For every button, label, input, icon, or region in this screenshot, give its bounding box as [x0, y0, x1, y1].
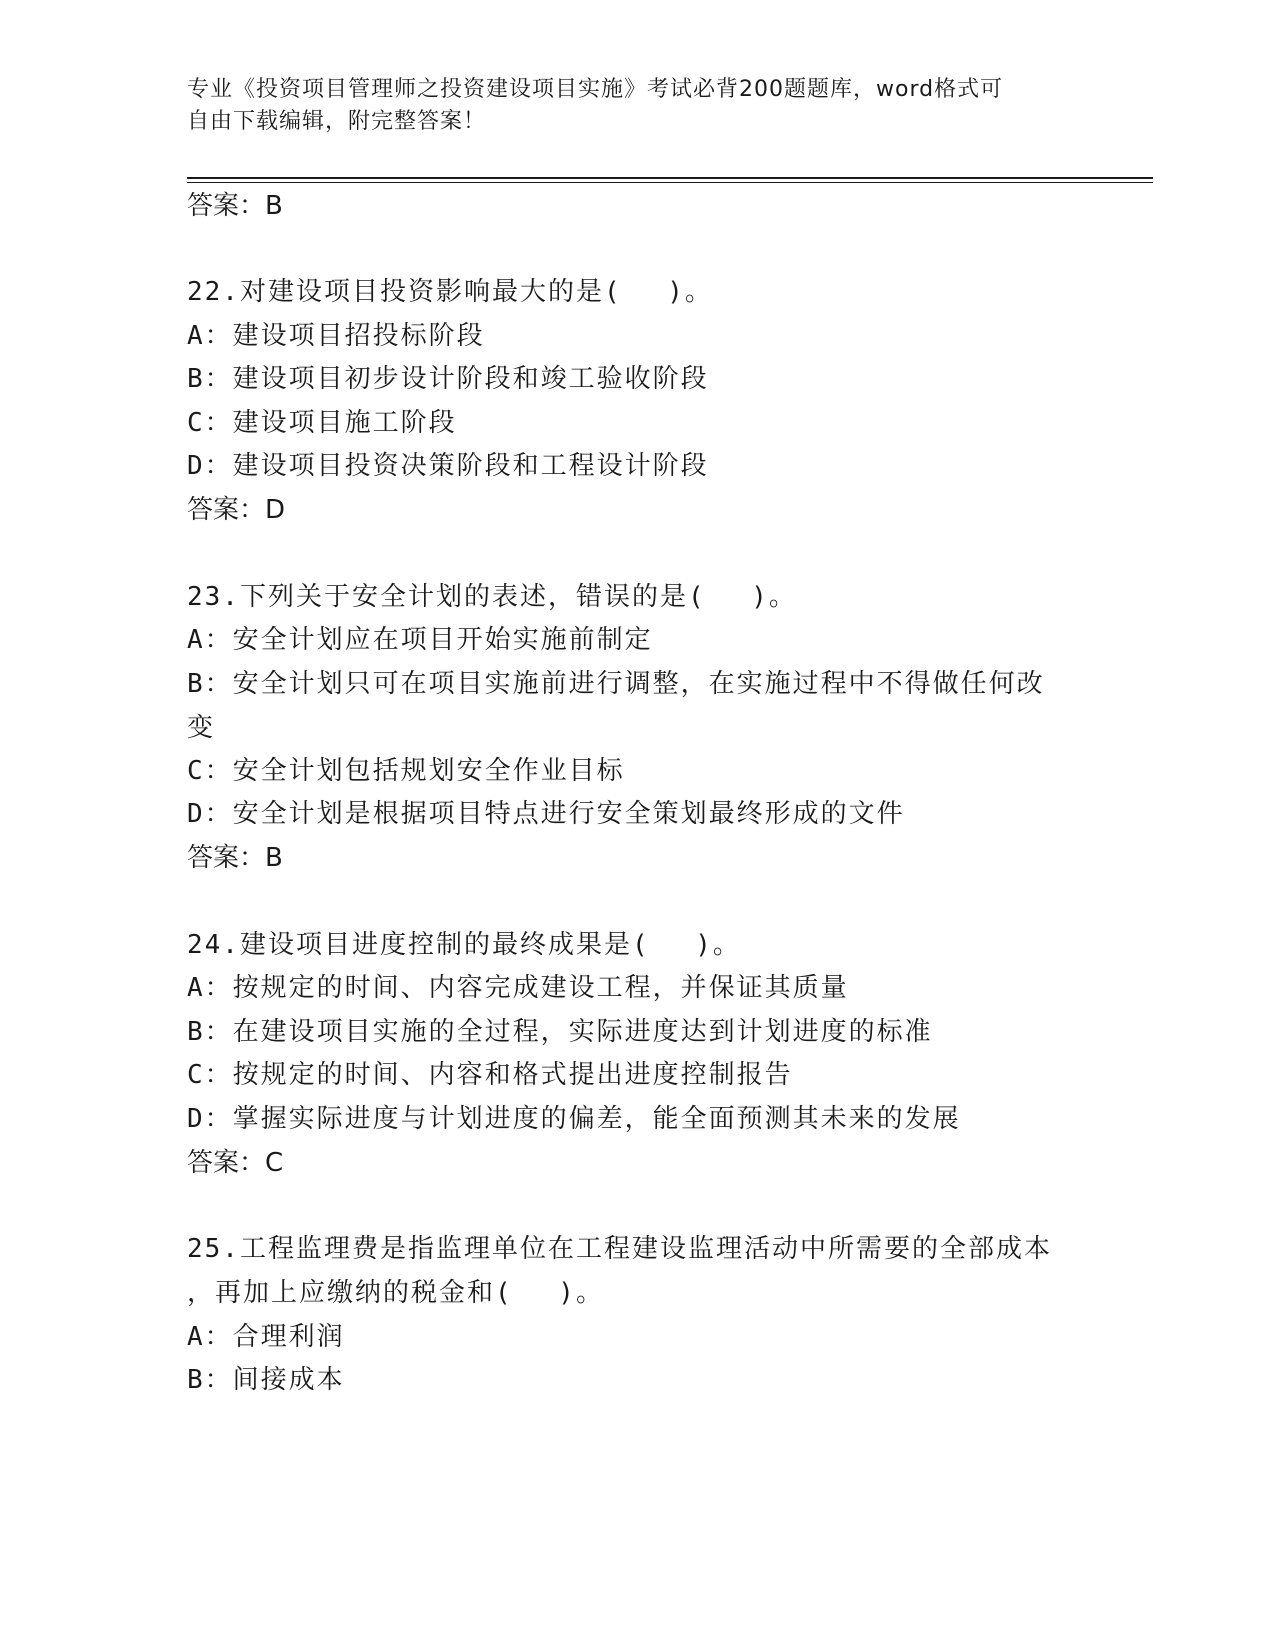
option-a: A：安全计划应在项目开始实施前制定: [187, 625, 653, 655]
document-header: [187, 74, 1067, 138]
answer-line: 答案：D: [187, 495, 286, 525]
option-d: D：建设项目投资决策阶段和工程设计阶段: [187, 451, 709, 481]
option-c: C：安全计划包括规划安全作业目标: [187, 756, 625, 786]
option-d: D：掌握实际进度与计划进度的偏差，能全面预测其未来的发展: [187, 1104, 961, 1134]
option-a: A：建设项目招投标阶段: [187, 321, 485, 351]
question-stem: 23.下列关于安全计划的表述，错误的是( )。: [187, 582, 797, 612]
question-stem: 25.工程监理费是指监理单位在工程建设监理活动中所需要的全部成本: [187, 1234, 1052, 1264]
option-a: A：合理利润: [187, 1322, 345, 1352]
option-b: B：间接成本: [187, 1365, 345, 1395]
question-stem: 24.建设项目进度控制的最终成果是( )。: [187, 930, 741, 960]
answer-line: 答案：B: [187, 843, 283, 873]
option-b: B：安全计划只可在项目实施前进行调整，在实施过程中不得做任何改: [187, 669, 1045, 699]
option-a: A：按规定的时间、内容完成建设工程，并保证其质量: [187, 973, 849, 1003]
header-divider: [187, 177, 1153, 183]
header-line-2: 自由下载编辑，附完整答案！: [187, 109, 487, 134]
option-b: B：建设项目初步设计阶段和竣工验收阶段: [187, 364, 709, 394]
option-b-continued: 变: [187, 713, 216, 743]
option-b: B：在建设项目实施的全过程，实际进度达到计划进度的标准: [187, 1017, 933, 1047]
header-line-1: 专业《投资项目管理师之投资建设项目实施》考试必背200题题库，word格式可: [187, 77, 1004, 102]
option-c: C：按规定的时间、内容和格式提出进度控制报告: [187, 1060, 793, 1090]
option-c: C：建设项目施工阶段: [187, 408, 457, 438]
answer-line: 答案：B: [187, 191, 283, 221]
option-d: D：安全计划是根据项目特点进行安全策划最终形成的文件: [187, 799, 905, 829]
question-stem: 22.对建设项目投资影响最大的是( )。: [187, 277, 713, 307]
answer-line: 答案：C: [187, 1148, 284, 1178]
question-stem-continued: ，再加上应缴纳的税金和( )。: [187, 1278, 604, 1308]
